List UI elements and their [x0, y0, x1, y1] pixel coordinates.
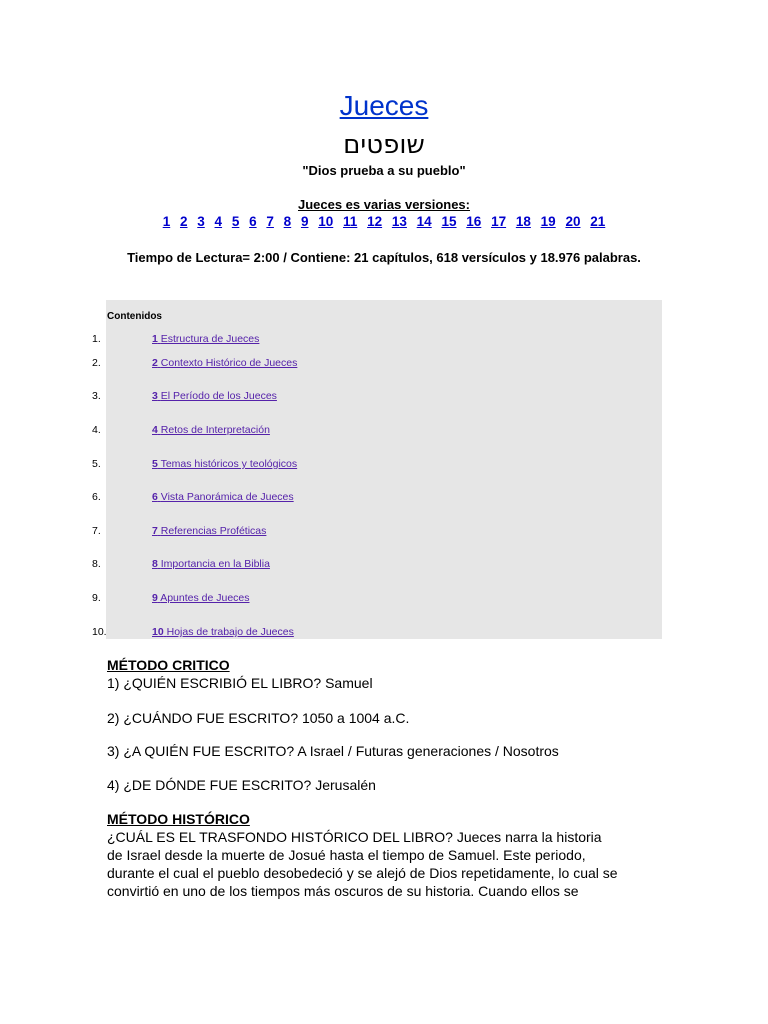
chapter-link-7[interactable]: 7 — [266, 214, 274, 229]
page-title-link[interactable]: Jueces — [339, 90, 429, 121]
reading-info: Tiempo de Lectura= 2:00 / Contiene: 21 capítulos, 618 versículos y 18.976 palabras. — [127, 250, 641, 265]
chapter-link-4[interactable]: 4 — [214, 214, 223, 229]
toc-title: Contenidos — [107, 311, 162, 322]
chapter-link-13[interactable]: 13 — [391, 214, 407, 229]
toc-link-number: 5 — [152, 458, 158, 470]
toc-item — [0, 357, 700, 371]
toc-item — [0, 592, 700, 606]
toc-item — [0, 390, 700, 404]
chapter-link-21[interactable]: 21 — [590, 214, 606, 229]
toc-item — [0, 626, 700, 640]
toc-item-number: 4. — [92, 424, 101, 436]
toc-link-label: Temas históricos y teológicos — [160, 458, 298, 470]
toc-link-number: 8 — [152, 558, 158, 570]
toc-item-number: 1. — [92, 333, 101, 345]
chapter-link-5[interactable]: 5 — [231, 214, 240, 229]
toc-link-label: Retos de Interpretación — [160, 424, 270, 436]
toc-item-link[interactable] — [152, 592, 250, 604]
chapter-link-20[interactable]: 20 — [565, 214, 581, 229]
historico-line: convirtió en uno de los tiempos más oscuros de su historia. Cuando ellos se — [107, 883, 579, 899]
toc-item-number: 5. — [92, 458, 101, 470]
chapter-link-11[interactable]: 11 — [343, 214, 358, 229]
toc-item-link[interactable] — [152, 390, 277, 402]
toc-item-number: 8. — [92, 558, 101, 570]
chapter-link-19[interactable]: 19 — [540, 214, 556, 229]
toc-link-label: Importancia en la Biblia — [160, 558, 270, 570]
subtitle: "Dios prueba a su pueblo" — [302, 163, 466, 178]
hebrew-title: שופטים — [343, 130, 425, 160]
toc-item — [0, 333, 700, 347]
toc-item-link[interactable] — [152, 357, 297, 369]
toc-item — [0, 424, 700, 438]
chapter-link-8[interactable]: 8 — [283, 214, 292, 229]
toc-item-link[interactable] — [152, 626, 294, 638]
toc-item — [0, 491, 700, 505]
toc-item-number: 7. — [92, 525, 101, 537]
toc-item-number: 10. — [92, 626, 107, 638]
toc-item — [0, 558, 700, 572]
question-4: 4) ¿DE DÓNDE FUE ESCRITO? Jerusalén — [107, 777, 376, 793]
toc-item-number: 9. — [92, 592, 101, 604]
chapter-link-10[interactable]: 10 — [318, 214, 334, 229]
chapter-link-12[interactable]: 12 — [367, 214, 383, 229]
toc-link-label: Contexto Histórico de Jueces — [160, 357, 298, 369]
chapter-link-6[interactable]: 6 — [249, 214, 257, 229]
metodo-historico-section — [107, 810, 687, 900]
toc-link-label: Vista Panorámica de Jueces — [160, 491, 294, 503]
toc-link-label: Hojas de trabajo de Jueces — [166, 626, 294, 638]
chapter-link-2[interactable]: 2 — [179, 214, 188, 229]
toc-item-link[interactable] — [152, 458, 297, 470]
toc-link-number: 9 — [152, 592, 158, 604]
metodo-historico-heading: MÉTODO HISTÓRICO — [107, 811, 250, 827]
toc-link-label: El Período de los Jueces — [160, 390, 277, 402]
question-1: 1) ¿QUIÉN ESCRIBIÓ EL LIBRO? Samuel — [107, 675, 373, 691]
toc-item-number: 6. — [92, 491, 101, 503]
chapter-link-18[interactable]: 18 — [515, 214, 531, 229]
toc-item-number: 2. — [92, 357, 101, 369]
toc-item-number: 3. — [92, 390, 101, 402]
toc-link-number: 6 — [152, 491, 158, 503]
toc-item-link[interactable] — [152, 558, 270, 570]
historico-line: durante el cual el pueblo desobedeció y se alejó de Dios repetidamente, lo cual se — [107, 865, 618, 881]
toc-link-number: 7 — [152, 525, 158, 537]
chapter-link-15[interactable]: 15 — [441, 214, 457, 229]
toc-link-number: 2 — [152, 357, 158, 369]
toc-link-label: Apuntes de Jueces — [160, 592, 250, 604]
toc-link-label: Referencias Proféticas — [160, 525, 267, 537]
toc-item-link[interactable] — [152, 491, 294, 503]
metodo-critico-heading: MÉTODO CRITICO — [107, 657, 230, 673]
toc-item-link[interactable] — [152, 424, 270, 436]
toc-item-link[interactable] — [152, 333, 259, 345]
toc-link-number: 10 — [152, 626, 164, 638]
toc-item — [0, 458, 700, 472]
chapter-link-17[interactable]: 17 — [491, 214, 507, 229]
question-3: 3) ¿A QUIÉN FUE ESCRITO? A Israel / Futuras generaciones / Nosotros — [107, 743, 559, 759]
toc-link-number: 4 — [152, 424, 158, 436]
historico-line: ¿CUÁL ES EL TRASFONDO HISTÓRICO DEL LIBRO? Jueces narra la historia — [107, 829, 602, 845]
chapter-link-16[interactable]: 16 — [466, 214, 482, 229]
chapter-link-14[interactable]: 14 — [416, 214, 432, 229]
toc-link-number: 1 — [152, 333, 158, 345]
historico-line: de Israel desde la muerte de Josué hasta el tiempo de Samuel. Este periodo, — [107, 847, 586, 863]
question-2: 2) ¿CUÁNDO FUE ESCRITO? 1050 a 1004 a.C. — [107, 710, 410, 726]
chapter-links — [0, 214, 768, 229]
chapter-link-9[interactable]: 9 — [300, 214, 309, 229]
toc-item — [0, 525, 700, 539]
metodo-critico-section — [107, 656, 667, 692]
chapter-link-3[interactable]: 3 — [197, 214, 205, 229]
toc-link-label: Estructura de Jueces — [160, 333, 260, 345]
toc-link-number: 3 — [152, 390, 158, 402]
versions-label: Jueces es varias versiones: — [297, 197, 470, 212]
chapter-link-1[interactable]: 1 — [162, 214, 171, 229]
toc-item-link[interactable] — [152, 525, 266, 537]
